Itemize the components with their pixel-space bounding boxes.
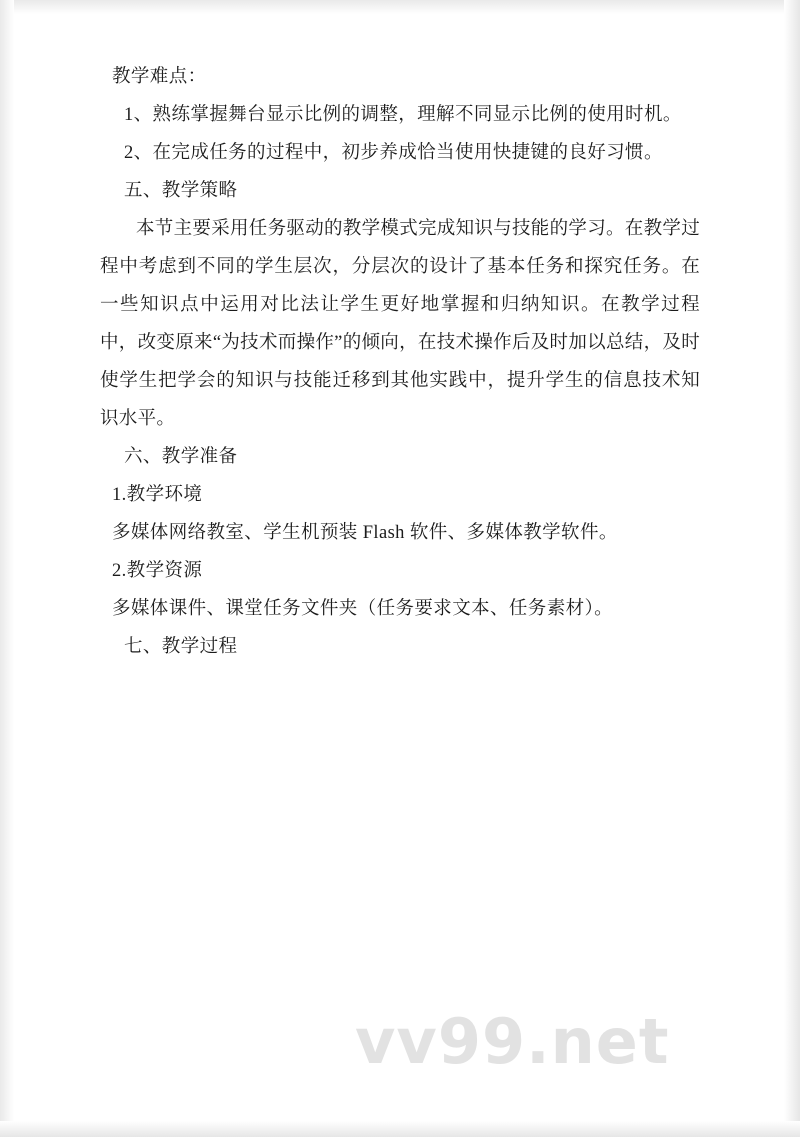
text-line: 教学难点： — [112, 67, 207, 87]
text-line: 2、在完成任务的过程中，初步养成恰当使用快捷键的良好习惯。 — [124, 143, 663, 163]
section-heading: 七、教学过程 — [124, 637, 238, 657]
subsection-heading: 1.教学环境 — [112, 485, 203, 505]
page-edge-bottom — [0, 1121, 800, 1137]
text-line: 多媒体课件、课堂任务文件夹（任务要求文本、任务素材）。 — [112, 599, 614, 619]
subsection-heading: 2.教学资源 — [112, 561, 203, 581]
text-line: 多媒体网络教室、学生机预装 Flash 软件、多媒体教学软件。 — [112, 523, 618, 543]
body-paragraph: 本节主要采用任务驱动的教学模式完成知识与技能的学习。在教学过程中考虑到不同的学生层次，分层次的设计了基本任务和探究任务。在一些知识点中运用对比法让学生更好地掌握和归纳知识。在教学过程中，改变原来“为技术而操作”的倾向，在技术操作后及时加以总结，及时使学生把学会的知识与技能迁移到其他实践中，提升学生的信息技术知识水平。 — [100, 219, 701, 429]
text-line: 1、熟练掌握舞台显示比例的调整，理解不同显示比例的使用时机。 — [124, 105, 682, 125]
document-body — [100, 58, 700, 666]
page-edge-left — [0, 0, 14, 1137]
section-heading: 六、教学准备 — [124, 447, 238, 467]
page-edge-right — [784, 0, 800, 1137]
watermark: vv99.net — [355, 1005, 670, 1078]
page-edge-top — [0, 0, 800, 14]
section-heading: 五、教学策略 — [124, 181, 238, 201]
